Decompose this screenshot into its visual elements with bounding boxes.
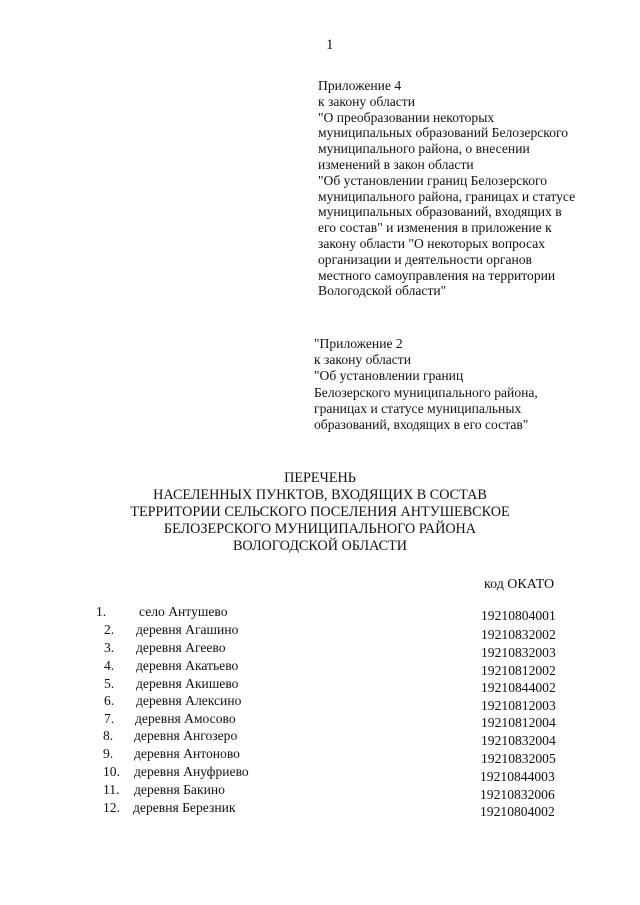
- appendix-line: закону области "О некоторых вопросах: [318, 235, 546, 251]
- okato-code: 19210832002: [481, 627, 556, 642]
- title-line: ТЕРРИТОРИИ СЕЛЬСКОГО ПОСЕЛЕНИЯ АНТУШЕВСКОЕ: [130, 504, 510, 520]
- settlement-name: деревня Ангозеро: [134, 728, 238, 743]
- settlement-name: деревня Березник: [133, 800, 236, 815]
- settlement-row: [0, 693, 640, 711]
- appendix-line: "О преобразовании некоторых: [318, 109, 495, 125]
- okato-code: 19210832005: [481, 751, 556, 766]
- appendix2-line: образований, входящих в его состав": [314, 417, 529, 433]
- settlement-row: [0, 658, 640, 676]
- okato-code: 19210832004: [481, 733, 556, 748]
- settlement-number: 12.: [103, 800, 120, 815]
- appendix-line: муниципальных образований, входящих в: [318, 204, 562, 220]
- settlement-name: деревня Акишево: [136, 676, 239, 691]
- okato-code: 19210804002: [480, 804, 555, 819]
- okato-code: 19210844002: [481, 680, 556, 695]
- settlement-number: 6.: [104, 693, 115, 708]
- appendix-header: [318, 78, 618, 299]
- okato-code: 19210804001: [481, 608, 556, 623]
- appendix-line: муниципального района, границах и статусе: [318, 188, 576, 204]
- settlement-row: [0, 640, 640, 658]
- appendix-line: муниципальных образований Белозерского: [318, 125, 569, 141]
- title-line: ВОЛОГОДСКОЙ ОБЛАСТИ: [232, 538, 408, 554]
- title-line: БЕЛОЗЕРСКОГО МУНИЦИПАЛЬНОГО РАЙОНА: [163, 521, 477, 537]
- title-line: НАСЕЛЕННЫХ ПУНКТОВ, ВХОДЯЩИХ В СОСТАВ: [153, 487, 487, 503]
- settlement-name: деревня Агеево: [136, 640, 226, 655]
- appendix2-header: [314, 336, 614, 433]
- settlement-number: 9.: [103, 746, 114, 761]
- okato-code: 19210832003: [481, 645, 556, 660]
- settlement-row: [0, 782, 640, 800]
- okato-code: 19210812004: [481, 715, 556, 730]
- settlement-row: [0, 800, 640, 818]
- page-number: 1: [326, 37, 334, 53]
- okato-code: 19210844003: [480, 769, 555, 784]
- settlement-row: [0, 728, 640, 746]
- settlement-number: 10.: [103, 764, 120, 779]
- okato-column-header: код ОКАТО: [484, 577, 555, 592]
- settlement-row: [0, 746, 640, 764]
- settlement-number: 8.: [103, 728, 114, 743]
- appendix-line: к закону области: [318, 93, 416, 109]
- settlement-row: [0, 622, 640, 640]
- appendix-line: местного самоуправления на территории: [318, 267, 556, 283]
- appendix-line: организации и деятельности органов: [318, 251, 532, 267]
- settlement-number: 11.: [103, 782, 120, 797]
- settlement-name: деревня Ануфриево: [134, 764, 249, 779]
- okato-code: 19210812002: [481, 663, 556, 678]
- settlement-number: 1.: [96, 604, 107, 619]
- appendix2-line: к закону области: [314, 352, 412, 368]
- settlement-name: деревня Амосово: [135, 711, 236, 726]
- settlement-row: [0, 676, 640, 694]
- appendix-line: муниципального района, о внесении: [318, 141, 530, 157]
- settlement-row: [0, 764, 640, 782]
- appendix2-line: "Приложение 2: [314, 336, 403, 351]
- title-line: ПЕРЕЧЕНЬ: [284, 470, 356, 486]
- appendix-line: его состав" и изменения в приложение к: [318, 220, 552, 236]
- settlement-number: 5.: [104, 676, 115, 691]
- settlement-row: [0, 604, 640, 622]
- settlement-number: 2.: [104, 622, 115, 637]
- appendix-line: Вологодской области": [318, 283, 447, 299]
- appendix2-line: Белозерского муниципального района,: [314, 384, 538, 400]
- settlement-number: 3.: [104, 640, 115, 655]
- okato-code: 19210832006: [480, 787, 555, 802]
- appendix2-line: границах и статусе муниципальных: [314, 400, 522, 416]
- settlement-number: 4.: [104, 658, 115, 673]
- appendix-line: Приложение 4: [318, 78, 402, 93]
- settlement-row: [0, 711, 640, 729]
- settlement-name: деревня Агашино: [136, 622, 239, 637]
- settlement-name: деревня Акатьево: [136, 658, 239, 673]
- document-title: [0, 470, 640, 555]
- settlement-name: деревня Бакино: [134, 782, 225, 797]
- settlement-name: деревня Антоново: [134, 746, 240, 761]
- settlement-number: 7.: [104, 711, 115, 726]
- appendix-line: изменений в закон области: [318, 156, 474, 172]
- appendix2-line: "Об установлении границ: [314, 368, 464, 384]
- settlement-name: деревня Алексино: [136, 693, 242, 708]
- appendix-line: "Об установлении границ Белозерского: [318, 172, 548, 188]
- okato-code: 19210812003: [481, 698, 556, 713]
- settlement-name: село Антушево: [139, 604, 228, 619]
